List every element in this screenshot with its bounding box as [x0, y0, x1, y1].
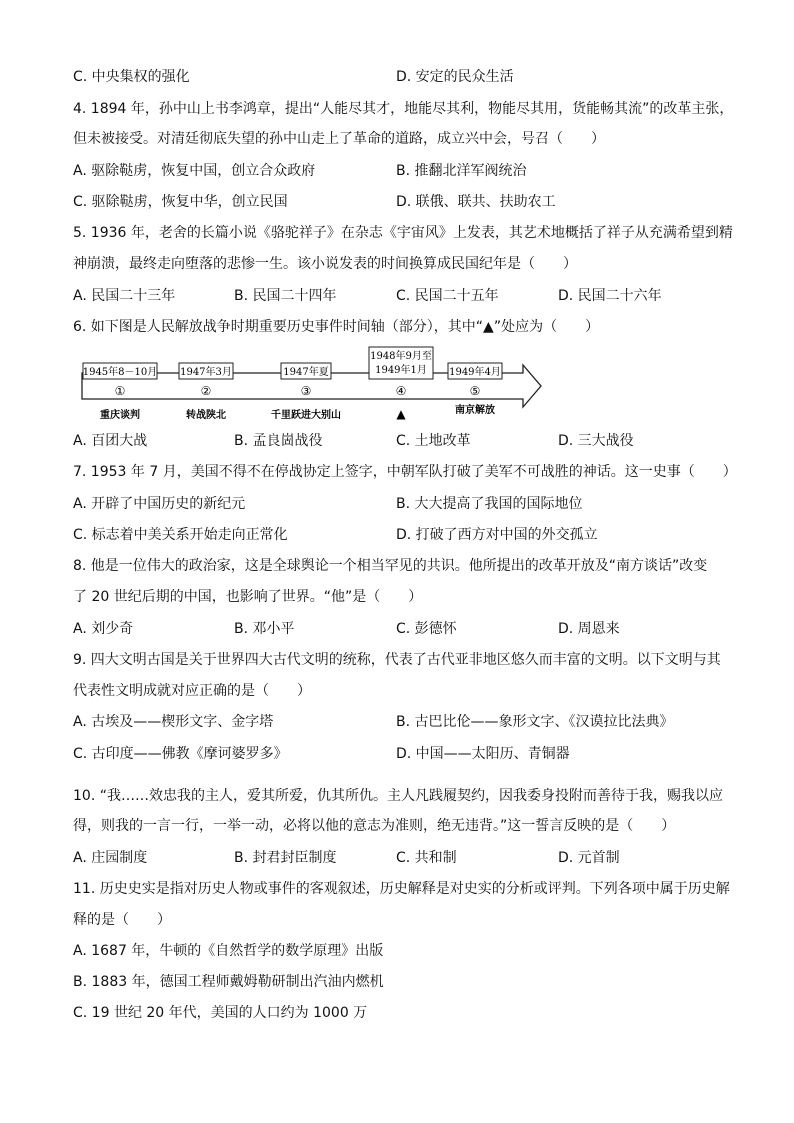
- date-label-2: 1947年3月: [180, 367, 232, 378]
- q11-stem-line1: 11. 历史史实是指对历史人物或事件的客观叙述，历史解释是对史实的分析或评判。下列各项中属于历史解: [73, 881, 730, 897]
- q8-option-a: A. 刘少奇: [73, 621, 134, 637]
- q7-option-b: B. 大大提高了我国的国际地位: [396, 496, 583, 512]
- timeline-num-1: ①: [114, 384, 126, 398]
- q7-stem-line1: 7. 1953 年 7 月，美国不得不在停战协定上签字，中朝军队打破了美军不可战胜的神话。这一史事（ ）: [73, 464, 737, 480]
- q10-stem-line2: 得，则我的一言一行，一举一动，必将以他的意志为准则，绝无违背。”这一誓言反映的是（ ）: [73, 818, 676, 834]
- q6-option-c: C. 土地改革: [396, 433, 471, 449]
- q9-option-a: A. 古埃及——楔形文字、金字塔: [73, 714, 274, 730]
- q6-option-d: D. 三大战役: [558, 433, 634, 449]
- event-label-4-triangle: ▲: [396, 407, 406, 421]
- q5-stem-line2: 神崩溃，最终走向堕落的悲惨一生。该小说发表的时间换算成民国纪年是（ ）: [73, 256, 577, 272]
- q8-option-b: B. 邓小平: [234, 621, 295, 637]
- q11-stem-line2: 释的是（ ）: [73, 912, 171, 928]
- event-label-3: 千里跃进大别山: [271, 410, 341, 421]
- q6-option-b: B. 孟良崮战役: [234, 433, 323, 449]
- timeline-num-4: ④: [395, 384, 407, 398]
- q10-option-c: C. 共和制: [396, 850, 457, 866]
- q5-option-d: D. 民国二十六年: [558, 288, 662, 304]
- q4-stem-line2: 但未被接受。对清廷彻底失望的孙中山走上了革命的道路，成立兴中会，号召（ ）: [73, 131, 605, 147]
- q9-option-d: D. 中国——太阳历、青铜器: [396, 746, 570, 762]
- q7-option-d: D. 打破了西方对中国的外交孤立: [396, 527, 598, 543]
- q10-option-a: A. 庄园制度: [73, 850, 148, 866]
- q8-stem-line2: 了 20 世纪后期的中国，也影响了世界。“他”是（ ）: [73, 589, 423, 605]
- date-label-4a: 1948年9月至: [370, 351, 432, 362]
- q8-option-c: C. 彭德怀: [396, 621, 457, 637]
- q9-stem-line1: 9. 四大文明古国是关于世界四大古代文明的统称，代表了古代亚非地区悠久而丰富的文明。以下文明与其: [73, 652, 721, 668]
- q11-option-b: B. 1883 年，德国工程师戴姆勒研制出汽油内燃机: [73, 974, 384, 990]
- timeline-num-3: ③: [300, 384, 312, 398]
- q6-option-a: A. 百团大战: [73, 433, 148, 449]
- q3-option-d: D. 安定的民众生活: [396, 69, 514, 85]
- q9-option-b: B. 古巴比伦——象形文字、《汉谟拉比法典》: [396, 714, 674, 730]
- q4-stem-line1: 4. 1894 年，孙中山上书李鸿章，提出“人能尽其才，地能尽其利，物能尽其用，货能畅其流”的改革主张，: [73, 101, 734, 117]
- q6-stem-line1: 6. 如下图是人民解放战争时期重要历史事件时间轴（部分），其中“▲”处应为（ ）: [73, 319, 600, 335]
- event-label-5: 南京解放: [455, 405, 495, 416]
- q4-option-c: C. 驱除鞑虏，恢复中华，创立民国: [73, 194, 288, 210]
- q11-option-a: A. 1687 年，牛顿的《自然哲学的数学原理》出版: [73, 943, 384, 959]
- q4-option-b: B. 推翻北洋军阀统治: [396, 163, 527, 179]
- q4-option-a: A. 驱除鞑虏，恢复中国，创立合众政府: [73, 163, 316, 179]
- timeline-num-5: ⑤: [469, 384, 481, 398]
- event-label-2: 转战陕北: [186, 410, 226, 421]
- q5-option-c: C. 民国二十五年: [396, 288, 499, 304]
- q10-stem-line1: 10. “我……效忠我的主人，爱其所爱，仇其所仇。主人凡践履契约，因我委身投附而善待于我，赐我以应: [73, 788, 723, 804]
- q6-timeline-figure: [76, 345, 546, 425]
- q8-stem-line1: 8. 他是一位伟大的政治家，这是全球舆论一个相当罕见的共识。他所提出的改革开放及“南方谈话”改变: [73, 558, 708, 574]
- event-label-1: 重庆谈判: [100, 410, 140, 421]
- q11-option-c: C. 19 世纪 20 年代，美国的人口约为 1000 万: [73, 1005, 368, 1021]
- q10-option-d: D. 元首制: [558, 850, 620, 866]
- date-label-3: 1947年夏: [283, 367, 329, 378]
- date-label-1: 1945年8－10月: [82, 367, 158, 378]
- q9-stem-line2: 代表性文明成就对应正确的是（ ）: [73, 683, 311, 699]
- q5-option-a: A. 民国二十三年: [73, 288, 176, 304]
- date-label-4b: 1949年1月: [375, 365, 427, 376]
- q9-option-c: C. 古印度——佛教《摩诃婆罗多》: [73, 746, 288, 762]
- q4-option-d: D. 联俄、联共、扶助农工: [396, 194, 556, 210]
- q5-stem-line1: 5. 1936 年，老舍的长篇小说《骆驼祥子》在杂志《宇宙风》上发表，其艺术地概括了祥子从充满希望到精: [73, 225, 733, 241]
- q8-option-d: D. 周恩来: [558, 621, 620, 637]
- q10-option-b: B. 封君封臣制度: [234, 850, 337, 866]
- q7-option-a: A. 开辟了中国历史的新纪元: [73, 496, 246, 512]
- date-label-5: 1949年4月: [449, 367, 501, 378]
- q3-option-c: C. 中央集权的强化: [73, 69, 190, 85]
- q7-option-c: C. 标志着中美关系开始走向正常化: [73, 527, 288, 543]
- q5-option-b: B. 民国二十四年: [234, 288, 337, 304]
- timeline-num-2: ②: [200, 384, 212, 398]
